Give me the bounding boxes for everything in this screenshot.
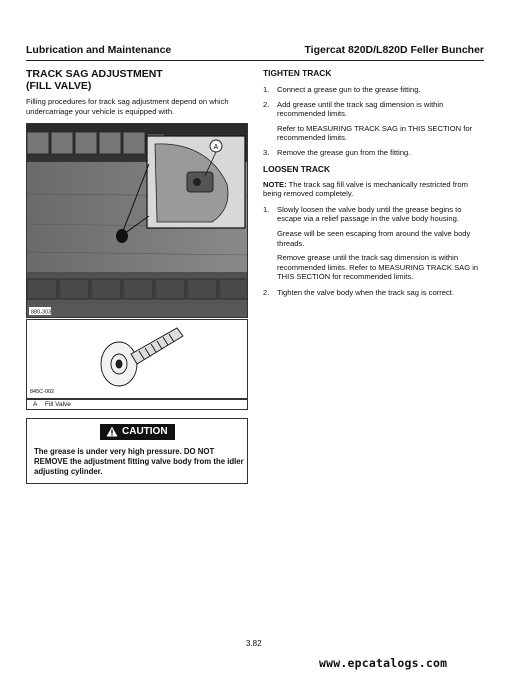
page-number: 3.82 xyxy=(246,639,262,648)
warning-triangle-icon xyxy=(106,426,118,437)
legend-text: Fill Valve xyxy=(45,401,71,408)
tighten-step-2: 2. Add grease until the track sag dimension is within recommended limits. xyxy=(263,99,444,119)
loosen-step-2: 2. Tighten the valve body when the track sag is correct. xyxy=(263,287,454,297)
section-title-line1: TRACK SAG ADJUSTMENT xyxy=(26,68,163,80)
caution-text: The grease is under very high pressure. DO NOT REMOVE the adjustment fitting valve body from the idler adjusting cylinder. xyxy=(34,447,244,476)
page-header xyxy=(26,44,484,60)
fill-valve-drawing-figure xyxy=(26,319,248,399)
caution-box xyxy=(26,418,248,484)
photo-callout-letter: A xyxy=(213,144,219,151)
right-column xyxy=(263,68,485,298)
note-paragraph xyxy=(263,180,485,199)
header-rule xyxy=(26,60,484,61)
header-section-title: Lubrication and Maintenance xyxy=(26,44,172,56)
legend-key: A xyxy=(33,401,38,408)
tighten-step-3: 3. Remove the grease gun from the fitting. xyxy=(263,147,411,157)
note-label: NOTE: xyxy=(263,179,287,189)
loosen-step-1-detail-1: Grease will be seen escaping from around the valve body threads. xyxy=(277,228,471,248)
header-machine-title: Tigercat 820D/L820D Feller Buncher xyxy=(304,44,484,56)
intro-paragraph: Filling procedures for track sag adjustment depend on which undercarriage your vehicle is equipped with. xyxy=(26,97,229,116)
section-title xyxy=(26,68,248,92)
track-photo-figure xyxy=(26,123,248,318)
tighten-step-1: 1. Connect a grease gun to the grease fitting. xyxy=(263,85,421,94)
watermark: www.epcatalogs.com xyxy=(319,656,448,670)
photo-figure-code: 880-303 xyxy=(31,309,52,316)
section-title-line2: (FILL VALVE) xyxy=(26,80,92,92)
fill-valve-drawing xyxy=(27,320,247,398)
figure-legend xyxy=(26,399,248,410)
tighten-track-heading: TIGHTEN TRACK xyxy=(263,68,332,78)
left-column xyxy=(26,68,248,116)
track-photo xyxy=(27,124,247,317)
drawing-figure-code: 845C-002 xyxy=(30,389,55,395)
loosen-step-1-detail-2: Remove grease until the track sag dimension is within recommended limits. Refer to MEASURING TRACK SAG in THIS SECTION for recommended limits. xyxy=(277,253,479,282)
loosen-step-1: 1. Slowly loosen the valve body until the grease begins to escape via a relief passage in the valve body housing. xyxy=(263,204,462,224)
caution-badge xyxy=(100,424,175,440)
tighten-step-2-detail: Refer to MEASURING TRACK SAG in THIS SECTION for recommended limits. xyxy=(277,123,473,143)
caution-label: CAUTION xyxy=(122,426,168,437)
loosen-track-heading: LOOSEN TRACK xyxy=(263,163,330,174)
note-text: The track sag fill valve is mechanically restricted from being removed completely. xyxy=(263,179,468,199)
